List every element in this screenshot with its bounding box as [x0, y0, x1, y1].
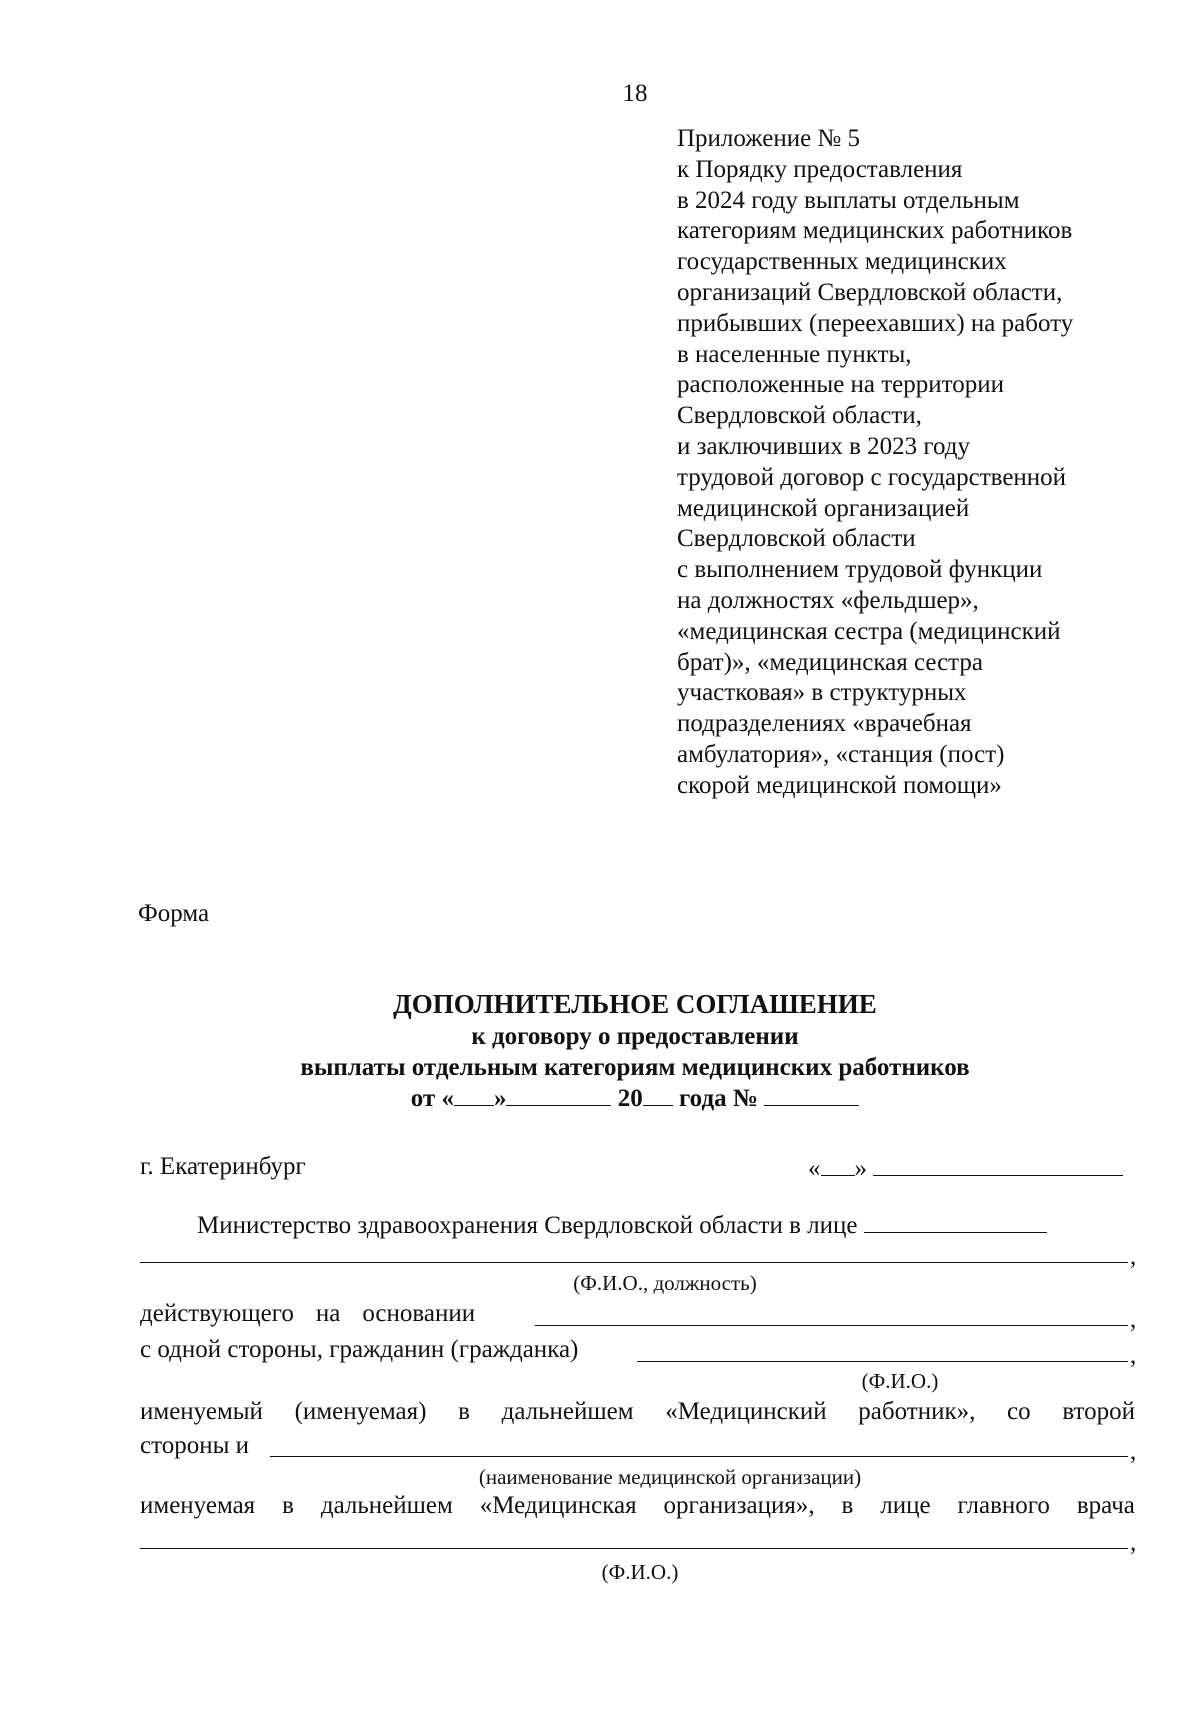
- comma: ,: [1130, 1529, 1137, 1556]
- appendix-line: «медицинская сестра (медицинский: [677, 617, 1061, 645]
- ministry-line: [197, 1210, 1047, 1240]
- named-org-word: в: [282, 1492, 294, 1519]
- appendix-line: подразделениях «врачебная: [677, 710, 972, 738]
- caption-fio-position: (Ф.И.О., должность): [573, 1271, 757, 1295]
- acting-word-2: на: [315, 1300, 341, 1327]
- page-number: 18: [622, 80, 648, 107]
- named-worker-word: в: [458, 1398, 470, 1425]
- acting-basis-label: [140, 1300, 475, 1328]
- appendix-line: участковая» в структурных: [677, 679, 967, 707]
- named-org-word: именуемая: [140, 1492, 256, 1519]
- date-month-year-blank[interactable]: [873, 1153, 1123, 1176]
- appendix-line: Приложение № 5: [677, 125, 861, 152]
- appendix-line: в населенные пункты,: [677, 340, 912, 368]
- appendix-line: амбулатория», «станция (пост): [677, 740, 1005, 768]
- representative-blank-line[interactable]: [140, 1262, 1128, 1263]
- appendix-line: скорой медицинской помощи»: [677, 771, 1002, 799]
- named-worker-word: «Медицинский: [665, 1398, 827, 1425]
- title-line-1: ДОПОЛНИТЕЛЬНОЕ СОГЛАШЕНИЕ: [393, 989, 877, 1019]
- named-worker-word: именуемый: [140, 1398, 263, 1425]
- acting-word-3: основании: [362, 1300, 476, 1327]
- appendix-line: медицинской организацией: [677, 494, 970, 522]
- named-org-word: лице: [880, 1492, 931, 1519]
- appendix-line: Свердловской области: [677, 525, 916, 553]
- named-org-line: [140, 1492, 1135, 1520]
- one-side-line: с одной стороны, гражданин (гражданка): [140, 1336, 579, 1363]
- comma: ,: [1130, 1306, 1137, 1333]
- appendix-line: трудовой договор с государственной: [677, 463, 1067, 491]
- appendix-line: категориям медицинских работников: [677, 217, 1073, 245]
- appendix-line: к Порядку предоставления: [677, 155, 963, 183]
- caption-fio-2: (Ф.И.О.): [601, 1560, 679, 1584]
- appendix-line: расположенные на территории: [677, 371, 1005, 399]
- agreement-title: [0, 988, 1200, 1114]
- date-day-blank[interactable]: [821, 1153, 855, 1176]
- form-label: Форма: [138, 900, 210, 927]
- title-date-mid3: года №: [672, 1085, 758, 1112]
- appendix-line: брат)», «медицинская сестра: [677, 648, 983, 676]
- basis-blank-line[interactable]: [535, 1325, 1128, 1326]
- named-org-word: дальнейшем: [320, 1492, 453, 1519]
- appendix-line: и заключивших в 2023 году: [677, 432, 971, 460]
- title-line-2: к договору о предоставлении: [471, 1023, 799, 1050]
- appendix-line: прибывших (переехавших) на работу: [677, 309, 1074, 337]
- title-date-mid2: 20: [611, 1085, 643, 1112]
- chief-doctor-blank-line[interactable]: [140, 1548, 1128, 1549]
- named-org-word: врача: [1076, 1492, 1135, 1519]
- appendix-line: Свердловской области,: [677, 402, 922, 430]
- named-worker-word: (именуемая): [294, 1398, 427, 1425]
- place-date: [808, 1153, 1123, 1183]
- named-worker-line: [140, 1398, 1135, 1426]
- named-org-word: главного: [957, 1492, 1050, 1519]
- ministry-representative-blank[interactable]: [864, 1210, 1047, 1233]
- caption-org-name: (наименование медицинской организации): [478, 1465, 862, 1489]
- acting-word-1: действующего: [140, 1300, 294, 1327]
- appendix-line: на должностях «фельдшер»,: [677, 586, 979, 614]
- title-date-prefix: от «: [410, 1085, 454, 1112]
- title-number-blank[interactable]: [764, 1083, 859, 1106]
- city-name: г. Екатеринбург: [140, 1153, 306, 1180]
- date-close-quote: »: [854, 1155, 867, 1182]
- comma: ,: [1130, 1438, 1137, 1465]
- ministry-text: Министерство здравоохранения Свердловской области в лице: [197, 1212, 858, 1239]
- comma: ,: [1130, 1342, 1137, 1369]
- title-date-mid1: »: [493, 1085, 507, 1112]
- citizen-name-blank-line[interactable]: [637, 1361, 1128, 1362]
- comma: ,: [1130, 1243, 1137, 1270]
- named-org-word: организация»,: [663, 1492, 815, 1519]
- other-side-label: стороны и: [140, 1432, 249, 1459]
- named-worker-word: второй: [1062, 1398, 1135, 1425]
- title-line-4: [0, 1083, 1200, 1114]
- named-org-word: «Медицинская: [479, 1492, 637, 1519]
- title-line-3: выплаты отдельным категориям медицинских работников: [300, 1054, 970, 1081]
- appendix-line: организаций Свердловской области,: [677, 278, 1063, 306]
- named-worker-word: работник»,: [858, 1398, 976, 1425]
- appendix-line: в 2024 году выплаты отдельным: [677, 186, 1020, 214]
- title-year-blank[interactable]: [643, 1083, 673, 1106]
- date-open-quote: «: [808, 1155, 821, 1182]
- named-worker-word: со: [1007, 1398, 1031, 1425]
- appendix-line: с выполнением трудовой функции: [677, 556, 1043, 584]
- appendix-line: государственных медицинских: [677, 248, 1007, 276]
- title-day-blank[interactable]: [454, 1083, 494, 1106]
- named-worker-word: дальнейшем: [501, 1398, 634, 1425]
- caption-fio: (Ф.И.О.): [861, 1369, 939, 1393]
- appendix-note: [677, 124, 1073, 802]
- title-month-blank[interactable]: [506, 1083, 611, 1106]
- org-name-blank-line[interactable]: [270, 1456, 1128, 1457]
- named-org-word: в: [841, 1492, 854, 1519]
